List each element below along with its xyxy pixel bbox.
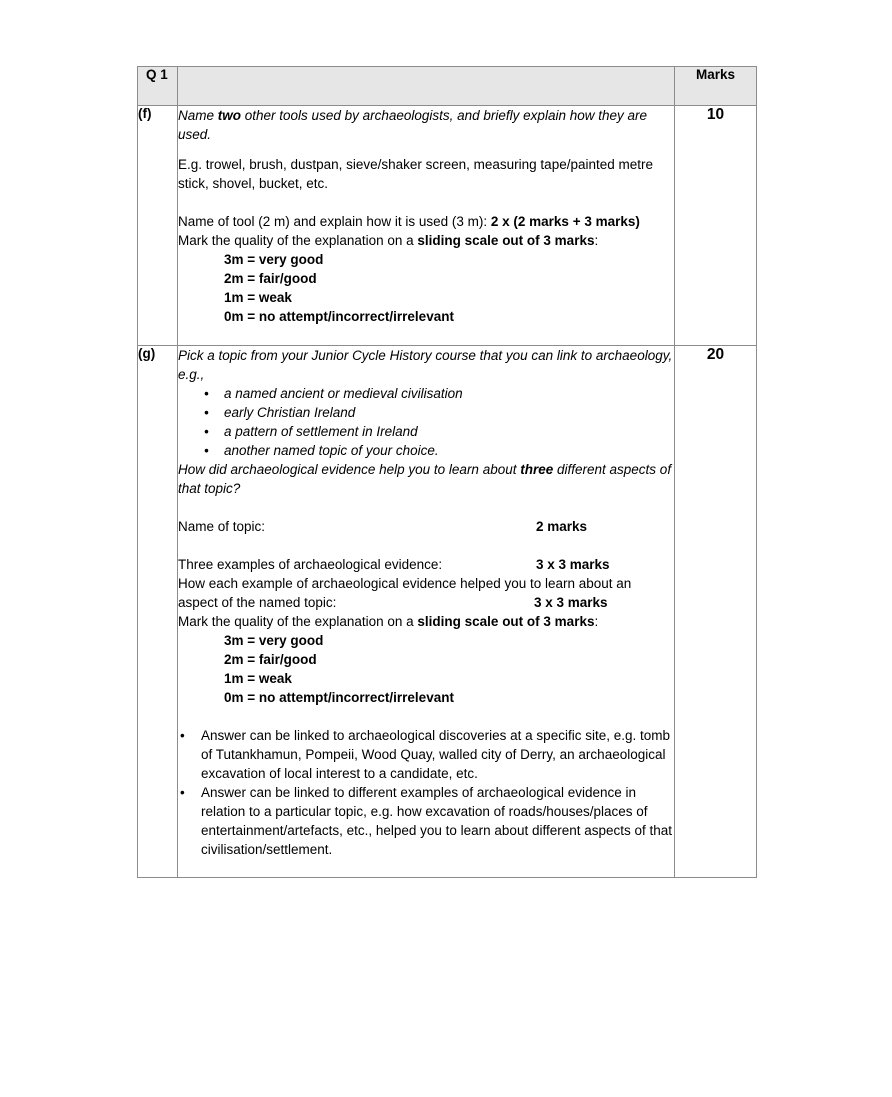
topic-option: • early Christian Ireland [204,405,356,420]
note-item: • Answer can be linked to archaeological discoveries at a specific site, e.g. tomb of Tutankhamun, Pompeii, Wood Quay, walled city of Derry, an archaeological excavation of local interest to a candidate, etc. [180,728,670,781]
scale-item: 0m = no attempt/incorrect/irrelevant [224,309,454,324]
part-g-marks: 20 [675,346,757,878]
evidence-marks-line: Three examples of archaeological evidence: 3 x 3 marks [178,557,610,572]
marking-scheme-table [137,66,757,878]
part-g-row [138,346,757,878]
part-g-question: How did archaeological evidence help you to learn about three different aspects of that topic? [178,462,672,496]
part-g-label: (g) [138,346,178,878]
scale-item: 1m = weak [224,671,292,686]
part-g-question-intro: Pick a topic from your Junior Cycle History course that you can link to archaeology, e.g., [178,348,673,382]
part-f-question: Name two other tools used by archaeologists, and briefly explain how they are used. [178,108,648,142]
part-f-row [138,106,757,346]
part-f-content [178,106,675,346]
question-number: Q 1 [138,67,178,106]
scale-item: 2m = fair/good [224,271,317,286]
part-f-marking-rule: Name of tool (2 m) and explain how it is used (3 m): 2 x (2 marks + 3 marks) [178,214,640,229]
scale-item: 2m = fair/good [224,652,317,667]
scale-item: 1m = weak [224,290,292,305]
how-marks-line: aspect of the named topic: 3 x 3 marks [178,595,608,610]
part-g-content [178,346,675,878]
scale-item: 0m = no attempt/incorrect/irrelevant [224,690,454,705]
part-f-label: (f) [138,106,178,346]
part-f-marks: 10 [675,106,757,346]
note-item: • Answer can be linked to different examples of archaeological evidence in relation to a particular topic, e.g. how excavation of roads/houses/places of entertainment/artefacts, etc., helped you to learn about different aspects of that civilisation/settlement. [180,785,673,857]
header-blank [178,67,675,106]
scale-item: 3m = very good [224,252,324,267]
topic-marks-line: Name of topic: 2 marks [178,519,588,534]
topic-option: • another named topic of your choice. [204,443,439,458]
header-row [138,67,757,106]
topic-option: • a named ancient or medieval civilisation [204,386,463,401]
scale-item: 3m = very good [224,633,324,648]
topic-option: • a pattern of settlement in Ireland [204,424,418,439]
how-line: How each example of archaeological evidence helped you to learn about an [178,576,632,591]
part-f-quality-instruction: Mark the quality of the explanation on a sliding scale out of 3 marks: [178,233,599,248]
part-g-quality-instruction: Mark the quality of the explanation on a sliding scale out of 3 marks: [178,614,599,629]
part-f-examples: E.g. trowel, brush, dustpan, sieve/shaker screen, measuring tape/painted metre stick, shovel, bucket, etc. [178,157,654,191]
marks-header: Marks [675,67,757,106]
